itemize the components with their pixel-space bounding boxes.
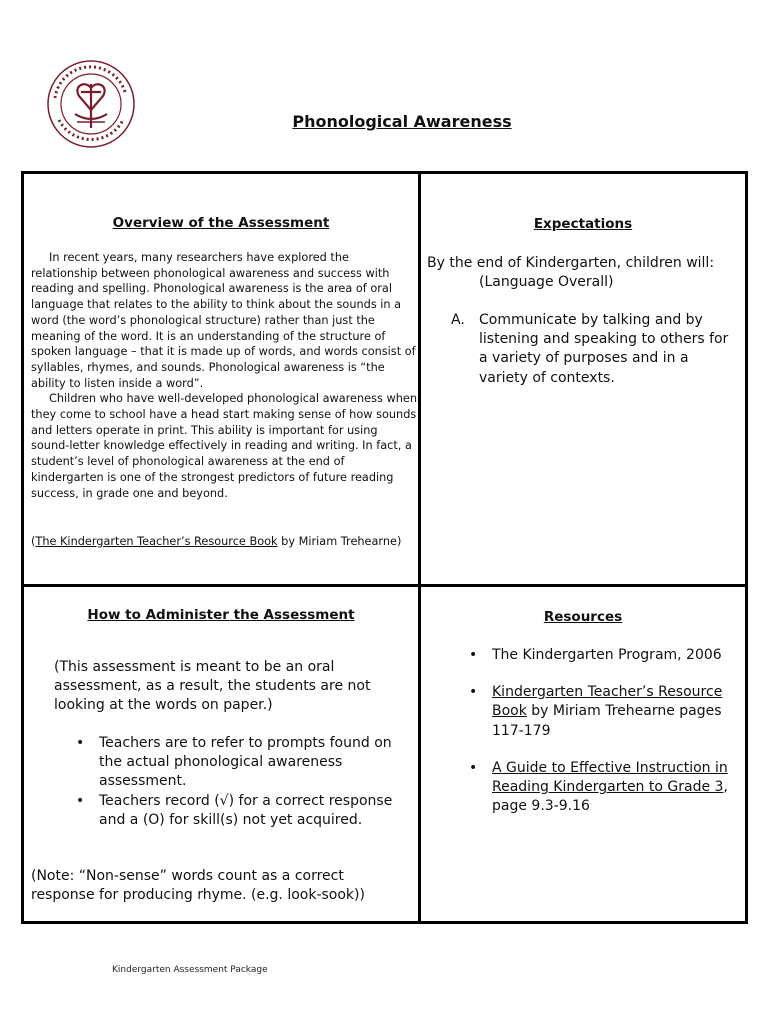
bullet-icon: • <box>469 759 478 776</box>
bullet-icon: • <box>76 792 85 809</box>
school-board-logo <box>45 58 137 150</box>
list-item-text: Teachers are to refer to prompts found on the actual phonological awareness assessment. <box>99 735 392 790</box>
expectation-item-a <box>451 311 735 388</box>
assessment-grid <box>21 171 748 924</box>
resource-guide-link[interactable]: A Guide to Effective Instruction in Reading Kindergarten to Grade 3 <box>492 759 728 796</box>
overview-heading: Overview of the Assessment <box>112 215 330 231</box>
list-item-text: Teachers record (√) for a correct response and a (O) for skill(s) not yet acquired. <box>99 792 393 828</box>
list-item <box>469 683 741 741</box>
page-title: Phonological Awareness <box>292 112 512 131</box>
administer-note: (This assessment is meant to be an oral assessment, as a result, the students are not looking at the words on paper.) <box>54 659 371 714</box>
expectations-cell <box>421 174 745 587</box>
overview-body <box>31 250 417 501</box>
overview-citation <box>31 534 411 550</box>
citation-open: ( <box>31 535 36 548</box>
list-item <box>76 792 406 830</box>
resources-list <box>469 646 741 834</box>
expectation-item-text: Communicate by talking and by listening and speaking to others for a variety of purposes and in a variety of contexts. <box>479 312 729 386</box>
overview-cell <box>24 174 421 587</box>
resources-heading: Resources <box>543 609 623 625</box>
expectation-item-marker: A. <box>451 312 465 328</box>
bullet-icon: • <box>469 684 478 701</box>
list-item <box>469 759 741 817</box>
resource-kindergarten-program: The Kindergarten Program, 2006 <box>492 647 722 663</box>
bullet-icon: • <box>76 735 85 751</box>
resource-guide-detail: , page 9.3-9.16 <box>492 779 728 815</box>
expectations-heading: Expectations <box>533 216 633 232</box>
page-footer: Kindergarten Assessment Package <box>112 965 268 975</box>
citation-author: by Miriam Trehearne) <box>277 535 402 548</box>
bullet-icon: • <box>469 647 478 663</box>
administer-footnote: (Note: “Non-sense” words count as a correct response for producing rhyme. (e.g. look-sook)) <box>31 868 365 904</box>
administer-cell <box>24 587 421 921</box>
citation-title: The Kindergarten Teacher’s Resource Book <box>35 535 278 548</box>
expectations-intro: By the end of Kindergarten, children will: <box>427 255 715 271</box>
expectations-subheading: (Language Overall) <box>479 274 614 290</box>
overview-paragraph-2: Children who have well-developed phonological awareness when they come to school have a head start making sense of how sounds and letters operate in print. This ability is important for using sound-letter knowledge effectively in reading and writing. In fact, a student’s level of phonological awareness at the end of kindergarten is one of the strongest predictors of future reading success, in grade one and beyond. <box>31 392 417 500</box>
list-item <box>76 734 406 792</box>
resource-teachers-book-link[interactable]: Kindergarten Teacher’s Resource Book <box>492 684 723 720</box>
resources-cell <box>421 587 745 921</box>
administer-list <box>76 734 406 830</box>
resource-teachers-book-detail: by Miriam Trehearne pages 117-179 <box>492 703 722 739</box>
administer-heading: How to Administer the Assessment <box>87 607 355 623</box>
list-item <box>469 646 741 665</box>
overview-paragraph-1: In recent years, many researchers have explored the relationship between phonological awareness and success with reading and spelling. Phonological awareness is the area of oral language that relates to the ability to think about the sounds in a word (the word’s phonological structure) rather than just the meaning of the word. It is an understanding of the structure of spoken language – that it is made up of words, and words consist of syllables, rhymes, and sounds. Phonological awareness is “the ability to listen inside a word”. <box>31 251 416 390</box>
